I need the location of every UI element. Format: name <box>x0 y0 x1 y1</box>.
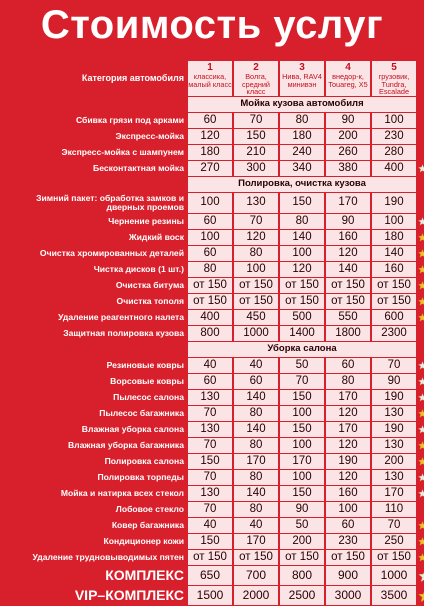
star-cell <box>418 422 424 437</box>
price-cell: 130 <box>372 470 416 485</box>
price-row <box>5 246 424 261</box>
class-description: классика, малый класс <box>188 72 232 89</box>
price-cell: 120 <box>326 246 370 261</box>
header-row <box>5 61 424 96</box>
price-cell: 120 <box>326 470 370 485</box>
price-row <box>5 161 424 176</box>
price-cell: 160 <box>372 262 416 277</box>
price-cell: 170 <box>326 193 370 213</box>
price-cell: 100 <box>188 193 232 213</box>
service-name: Полировка салона <box>104 455 184 466</box>
price-cell: 260 <box>326 145 370 160</box>
price-cell: от 150 <box>372 294 416 309</box>
price-cell: от 150 <box>280 278 324 293</box>
price-cell: 80 <box>234 470 278 485</box>
price-cell: 60 <box>188 374 232 389</box>
gold-star-icon <box>418 281 424 290</box>
price-row <box>5 129 424 144</box>
price-row <box>5 145 424 160</box>
price-cell: 1800 <box>326 326 370 341</box>
star-cell <box>418 342 424 357</box>
silver-star-icon <box>418 473 424 482</box>
section-row <box>5 177 424 192</box>
price-row <box>5 454 424 469</box>
price-cell: 90 <box>326 113 370 128</box>
section-spacer <box>5 342 186 357</box>
star-cell <box>418 470 424 485</box>
class-number: 5 <box>391 62 397 73</box>
price-cell: 80 <box>326 374 370 389</box>
package-price-cell: 1000 <box>372 566 416 585</box>
price-cell: 40 <box>188 358 232 373</box>
class-number: 4 <box>345 62 351 73</box>
service-name: Ковер багажника <box>111 519 184 530</box>
price-cell: 1400 <box>280 326 324 341</box>
price-cell: 600 <box>372 310 416 325</box>
price-cell: 170 <box>280 454 324 469</box>
price-row <box>5 230 424 245</box>
star-cell <box>418 534 424 549</box>
service-name: Очистка битума <box>115 279 184 290</box>
price-cell: 140 <box>372 246 416 261</box>
price-cell: 130 <box>188 390 232 405</box>
price-row <box>5 470 424 485</box>
gold-star-icon <box>418 521 424 530</box>
section-title: Мойка кузова автомобиля <box>188 97 416 112</box>
service-name: Кондиционер кожи <box>103 535 184 546</box>
price-cell: 120 <box>188 129 232 144</box>
price-cell: 170 <box>234 534 278 549</box>
silver-star-icon <box>418 569 424 583</box>
class-number: 3 <box>299 62 305 73</box>
section-spacer <box>5 177 186 192</box>
price-cell: 550 <box>326 310 370 325</box>
price-cell: 100 <box>326 502 370 517</box>
star-cell <box>418 113 424 128</box>
price-cell: 180 <box>280 129 324 144</box>
price-cell: 70 <box>280 374 324 389</box>
star-cell <box>418 406 424 421</box>
price-cell: 130 <box>234 193 278 213</box>
price-cell: 190 <box>326 454 370 469</box>
star-cell <box>418 246 424 261</box>
price-row <box>5 193 424 213</box>
price-cell: 80 <box>280 214 324 229</box>
gold-star-icon <box>418 249 424 258</box>
star-cell <box>418 161 424 176</box>
price-row <box>5 278 424 293</box>
price-cell: 250 <box>372 534 416 549</box>
price-cell: 70 <box>372 518 416 533</box>
price-cell: 340 <box>280 161 324 176</box>
star-cell <box>418 177 424 192</box>
price-cell: 400 <box>188 310 232 325</box>
star-cell <box>418 294 424 309</box>
category-label: Категория автомобиля <box>81 72 184 83</box>
price-cell: 230 <box>372 129 416 144</box>
class-header-5 <box>372 61 416 96</box>
price-cell: 100 <box>280 470 324 485</box>
price-cell: 70 <box>234 214 278 229</box>
silver-star-icon <box>418 425 424 434</box>
price-cell: 450 <box>234 310 278 325</box>
package-row <box>5 566 424 585</box>
service-name: Пылесос багажника <box>99 407 184 418</box>
price-row <box>5 294 424 309</box>
price-cell: 60 <box>326 358 370 373</box>
price-cell: 150 <box>234 129 278 144</box>
price-cell: от 150 <box>280 294 324 309</box>
price-row <box>5 438 424 453</box>
gold-star-icon <box>418 265 424 274</box>
package-price-cell: 1500 <box>188 586 232 605</box>
price-row <box>5 262 424 277</box>
price-cell: 70 <box>188 406 232 421</box>
class-description: Нива, RAV4 минивэн <box>282 72 322 89</box>
silver-star-icon <box>418 393 424 402</box>
section-title: Уборка салона <box>188 342 416 357</box>
price-cell: 150 <box>280 486 324 501</box>
service-name: Жидкий воск <box>128 231 184 242</box>
price-cell: от 150 <box>326 278 370 293</box>
package-price-cell: 2500 <box>280 586 324 605</box>
gold-star-icon <box>418 409 424 418</box>
price-row <box>5 534 424 549</box>
price-cell: 70 <box>188 470 232 485</box>
package-price-cell: 700 <box>234 566 278 585</box>
price-cell: 70 <box>234 113 278 128</box>
package-price-cell: 800 <box>280 566 324 585</box>
price-cell: 80 <box>234 438 278 453</box>
price-cell: от 150 <box>280 550 324 565</box>
gold-star-icon <box>418 441 424 450</box>
price-cell: 150 <box>280 193 324 213</box>
price-cell: от 150 <box>188 550 232 565</box>
price-cell: 90 <box>326 214 370 229</box>
star-cell <box>418 326 424 341</box>
price-cell: 40 <box>234 518 278 533</box>
silver-star-icon <box>418 164 424 173</box>
star-cell <box>418 61 424 96</box>
price-cell: от 150 <box>326 294 370 309</box>
price-cell: 40 <box>234 358 278 373</box>
gold-star-icon <box>418 553 424 562</box>
package-price-cell: 3000 <box>326 586 370 605</box>
price-cell: 800 <box>188 326 232 341</box>
price-cell: от 150 <box>234 550 278 565</box>
price-cell: 280 <box>372 145 416 160</box>
star-cell <box>418 454 424 469</box>
service-name: Очистка хромированных деталей <box>39 247 184 258</box>
price-cell: 140 <box>234 486 278 501</box>
service-name: Защитная полировка кузова <box>63 327 184 338</box>
package-name: КОМПЛЕКС <box>105 566 184 583</box>
silver-star-icon <box>418 377 424 386</box>
star-cell <box>418 310 424 325</box>
price-cell: 230 <box>326 534 370 549</box>
gold-star-icon <box>418 313 424 322</box>
service-name: Экспресс-мойка <box>115 130 184 141</box>
price-cell: 130 <box>372 406 416 421</box>
price-cell: 150 <box>280 422 324 437</box>
package-price-cell: 2000 <box>234 586 278 605</box>
section-title: Полировка, очистка кузова <box>188 177 416 192</box>
price-cell: 100 <box>280 406 324 421</box>
gold-star-icon <box>418 297 424 306</box>
price-cell: 190 <box>372 390 416 405</box>
price-cell: 2300 <box>372 326 416 341</box>
price-row <box>5 310 424 325</box>
class-header-2 <box>234 61 278 96</box>
price-row <box>5 374 424 389</box>
class-number: 1 <box>207 62 213 73</box>
service-name: Зимний пакет: обработка замков и дверных проемов <box>36 192 184 212</box>
price-cell: 190 <box>372 422 416 437</box>
service-name: Чернение резины <box>108 215 184 226</box>
price-cell: 110 <box>372 502 416 517</box>
star-cell <box>418 129 424 144</box>
price-cell: 380 <box>326 161 370 176</box>
price-cell: 40 <box>188 518 232 533</box>
price-cell: 60 <box>188 246 232 261</box>
price-row <box>5 550 424 565</box>
silver-star-icon <box>418 361 424 370</box>
price-cell: 60 <box>326 518 370 533</box>
package-price-cell: 3500 <box>372 586 416 605</box>
price-cell: 60 <box>188 214 232 229</box>
price-cell: 170 <box>326 422 370 437</box>
gold-star-icon <box>418 457 424 466</box>
class-header-1 <box>188 61 232 96</box>
price-cell: 100 <box>234 262 278 277</box>
service-name: Полировка торпеды <box>97 471 184 482</box>
price-cell: 170 <box>372 486 416 501</box>
silver-star-icon <box>418 489 424 498</box>
price-cell: 100 <box>280 246 324 261</box>
price-cell: 500 <box>280 310 324 325</box>
gold-star-icon <box>418 233 424 242</box>
section-row <box>5 97 424 112</box>
service-name: Влажная уборка салона <box>81 423 184 434</box>
price-cell: 80 <box>234 502 278 517</box>
price-cell: 140 <box>326 262 370 277</box>
price-row <box>5 326 424 341</box>
price-cell: 150 <box>188 534 232 549</box>
price-row <box>5 358 424 373</box>
price-row <box>5 422 424 437</box>
price-cell: 100 <box>188 230 232 245</box>
price-cell: 80 <box>188 262 232 277</box>
class-header-4 <box>326 61 370 96</box>
service-name: Ворсовые ковры <box>110 375 184 386</box>
class-header-3 <box>280 61 324 96</box>
price-cell: 270 <box>188 161 232 176</box>
price-cell: от 150 <box>326 550 370 565</box>
class-description: внедор-к, Touareg, X5 <box>328 72 368 89</box>
price-cell: 100 <box>372 214 416 229</box>
price-table <box>3 60 424 606</box>
price-cell: 180 <box>372 230 416 245</box>
section-spacer <box>5 97 186 112</box>
star-cell <box>418 518 424 533</box>
price-row <box>5 486 424 501</box>
price-row <box>5 214 424 229</box>
price-cell: 200 <box>280 534 324 549</box>
silver-star-icon <box>418 217 424 226</box>
price-row <box>5 113 424 128</box>
price-cell: 120 <box>234 230 278 245</box>
price-cell: от 150 <box>372 550 416 565</box>
price-row <box>5 390 424 405</box>
price-cell: 140 <box>280 230 324 245</box>
price-cell: 80 <box>234 406 278 421</box>
service-name: Экспресс-мойка с шампунем <box>61 146 184 157</box>
class-description: грузовик, Tundra, Escalade <box>378 72 410 97</box>
price-cell: 120 <box>326 438 370 453</box>
price-cell: от 150 <box>372 278 416 293</box>
price-cell: 150 <box>188 454 232 469</box>
price-cell: 90 <box>372 374 416 389</box>
price-cell: 50 <box>280 518 324 533</box>
star-cell <box>418 486 424 501</box>
price-cell: 80 <box>234 246 278 261</box>
service-name: Сбивка грязи под арками <box>75 114 184 125</box>
star-cell <box>418 550 424 565</box>
price-cell: от 150 <box>234 278 278 293</box>
package-row <box>5 586 424 605</box>
price-cell: 90 <box>280 502 324 517</box>
star-cell <box>418 390 424 405</box>
service-name: Чистка дисков (1 шт.) <box>93 263 184 274</box>
gold-star-icon <box>418 537 424 546</box>
star-cell <box>418 358 424 373</box>
price-cell: 120 <box>326 406 370 421</box>
class-number: 2 <box>253 62 259 73</box>
star-cell <box>418 262 424 277</box>
price-row <box>5 406 424 421</box>
price-cell: 190 <box>372 193 416 213</box>
star-cell <box>418 438 424 453</box>
price-cell: 70 <box>188 438 232 453</box>
price-cell: от 150 <box>188 278 232 293</box>
star-cell <box>418 97 424 112</box>
star-cell <box>418 586 424 605</box>
price-row <box>5 518 424 533</box>
service-name: Лобовое стекло <box>115 503 184 514</box>
price-cell: 130 <box>372 438 416 453</box>
price-cell: 140 <box>234 390 278 405</box>
price-cell: 240 <box>280 145 324 160</box>
price-cell: 130 <box>188 422 232 437</box>
page-title: Стоимость услуг <box>40 3 384 47</box>
price-cell: 80 <box>280 113 324 128</box>
price-cell: 140 <box>234 422 278 437</box>
package-price-cell: 900 <box>326 566 370 585</box>
package-name: VIP–КОМПЛЕКС <box>74 586 184 603</box>
price-cell: от 150 <box>234 294 278 309</box>
service-name: Мойка и натирка всех стекол <box>60 487 184 498</box>
star-cell <box>418 145 424 160</box>
price-cell: 210 <box>234 145 278 160</box>
star-cell <box>418 502 424 517</box>
gold-star-icon <box>418 589 424 603</box>
price-cell: 1000 <box>234 326 278 341</box>
service-name: Пылесос салона <box>113 391 184 402</box>
star-cell <box>418 214 424 229</box>
price-cell: 120 <box>280 262 324 277</box>
star-cell <box>418 278 424 293</box>
price-cell: 170 <box>234 454 278 469</box>
price-cell: 200 <box>372 454 416 469</box>
service-name: Резиновые ковры <box>106 359 184 370</box>
price-cell: 400 <box>372 161 416 176</box>
price-cell: 200 <box>326 129 370 144</box>
package-price-cell: 650 <box>188 566 232 585</box>
price-cell: 50 <box>280 358 324 373</box>
price-cell: 160 <box>326 486 370 501</box>
star-cell <box>418 374 424 389</box>
price-cell: 70 <box>372 358 416 373</box>
price-cell: 100 <box>280 438 324 453</box>
service-name: Очистка тополя <box>116 295 184 306</box>
price-cell: 170 <box>326 390 370 405</box>
price-cell: 60 <box>234 374 278 389</box>
section-row <box>5 342 424 357</box>
service-name: Бесконтактная мойка <box>93 162 184 173</box>
star-cell <box>418 193 424 213</box>
service-name: Удаление реагентного налета <box>58 311 184 322</box>
price-cell: 70 <box>188 502 232 517</box>
price-cell: 180 <box>188 145 232 160</box>
price-cell: 300 <box>234 161 278 176</box>
service-name: Удаление трудновыводимых пятен <box>32 551 184 562</box>
price-cell: от 150 <box>188 294 232 309</box>
price-cell: 130 <box>188 486 232 501</box>
price-cell: 160 <box>326 230 370 245</box>
price-cell: 100 <box>372 113 416 128</box>
class-description: Волга, средний класс <box>241 72 271 97</box>
price-cell: 150 <box>280 390 324 405</box>
star-cell <box>418 230 424 245</box>
price-row <box>5 502 424 517</box>
star-cell <box>418 566 424 585</box>
service-name: Влажная уборка багажника <box>67 439 184 450</box>
price-cell: 60 <box>188 113 232 128</box>
